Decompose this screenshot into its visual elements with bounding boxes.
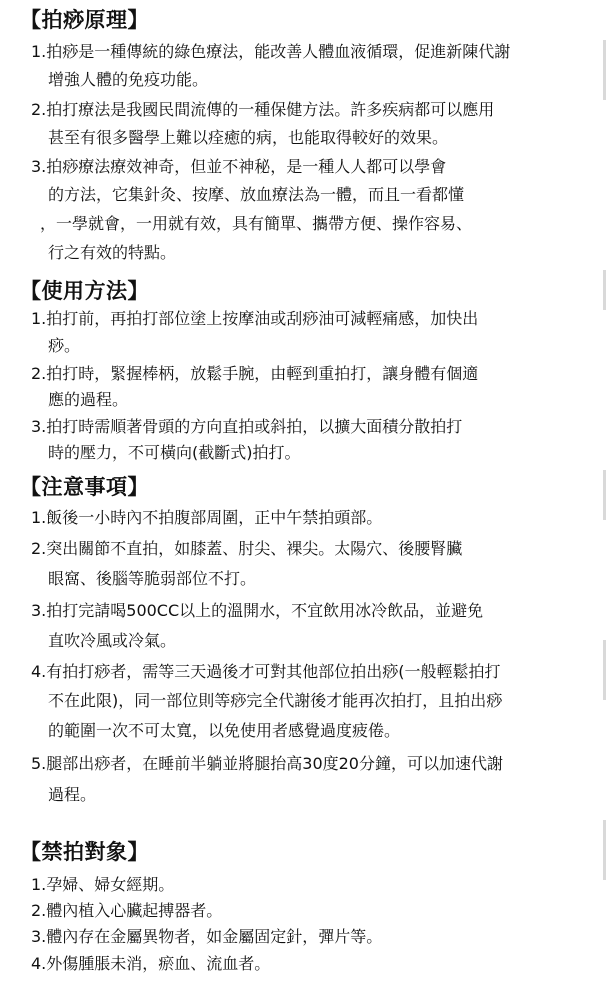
section-heading-contraindications: 【禁拍對象】 — [20, 840, 149, 864]
principle-item-3-line-2: 的方法，它集針灸、按摩、放血療法為一體，而且一看都懂 — [48, 185, 465, 204]
precaution-item-5-line-1: 5.腿部出痧者，在睡前半躺並將腿抬高30度20分鐘，可以加速代謝 — [31, 754, 503, 773]
section-heading-principle: 【拍痧原理】 — [20, 8, 149, 32]
principle-item-3-line-3: ，一學就會，一用就有效，具有簡單、攜帶方便、操作容易、 — [40, 214, 473, 233]
usage-item-2-line-2: 應的過程。 — [48, 390, 129, 409]
precaution-item-4-line-1: 4.有拍打痧者，需等三天過後才可對其他部位拍出痧(一般輕鬆拍打 — [31, 662, 501, 681]
precaution-item-2-line-1: 2.突出關節不直拍，如膝蓋、肘尖、裸尖。太陽穴、後腰腎臟 — [31, 539, 463, 558]
usage-item-3-line-1: 3.拍打時需順著骨頭的方向直拍或斜拍，以擴大面積分散拍打 — [31, 417, 463, 436]
precaution-item-4-line-2: 不在此限)，同一部位則等痧完全代謝後才能再次拍打，且拍出痧 — [48, 691, 503, 710]
precaution-item-3-line-1: 3.拍打完請喝500CC以上的溫開水，不宜飲用冰冷飲品，並避免 — [31, 601, 484, 620]
principle-item-1-line-2: 增強人體的免疫功能。 — [48, 70, 209, 89]
usage-item-1-line-2: 痧。 — [48, 336, 81, 355]
contraindication-item-1: 1.孕婦、婦女經期。 — [31, 875, 175, 894]
principle-item-1-line-1: 1.拍痧是一種傳統的綠色療法，能改善人體血液循環，促進新陳代謝 — [31, 42, 511, 61]
precaution-item-3-line-2: 直吹冷風或冷氣。 — [48, 631, 177, 650]
principle-item-3-line-4: 行之有效的特點。 — [48, 243, 177, 262]
usage-item-1-line-1: 1.拍打前，再拍打部位塗上按摩油或刮痧油可減輕痛感，加快出 — [31, 309, 479, 328]
usage-item-3-line-2: 時的壓力，不可橫向(截斷式)拍打。 — [48, 443, 301, 462]
section-heading-precautions: 【注意事項】 — [20, 475, 149, 499]
usage-item-2-line-1: 2.拍打時，緊握棒柄，放鬆手腕，由輕到重拍打，讓身體有個適 — [31, 364, 479, 383]
principle-item-2-line-2: 甚至有很多醫學上難以痊癒的病，也能取得較好的效果。 — [48, 128, 449, 147]
precaution-item-1-line-1: 1.飯後一小時內不拍腹部周圍，正中午禁拍頭部。 — [31, 508, 383, 527]
precaution-item-4-line-3: 的範圍一次不可太寬，以免使用者感覺過度疲倦。 — [48, 721, 401, 740]
contraindication-item-2: 2.體內植入心臟起搏器者。 — [31, 901, 223, 920]
precaution-item-2-line-2: 眼窩、後腦等脆弱部位不打。 — [48, 569, 257, 588]
contraindication-item-3: 3.體內存在金屬異物者，如金屬固定針，彈片等。 — [31, 927, 383, 946]
section-heading-usage: 【使用方法】 — [20, 279, 149, 303]
principle-item-3-line-1: 3.拍痧療法療效神奇，但並不神秘，是一種人人都可以學會 — [31, 157, 447, 176]
contraindication-item-4: 4.外傷腫脹未消，瘀血、流血者。 — [31, 954, 271, 973]
precaution-item-5-line-2: 過程。 — [48, 785, 97, 804]
principle-item-2-line-1: 2.拍打療法是我國民間流傳的一種保健方法。許多疾病都可以應用 — [31, 100, 495, 119]
